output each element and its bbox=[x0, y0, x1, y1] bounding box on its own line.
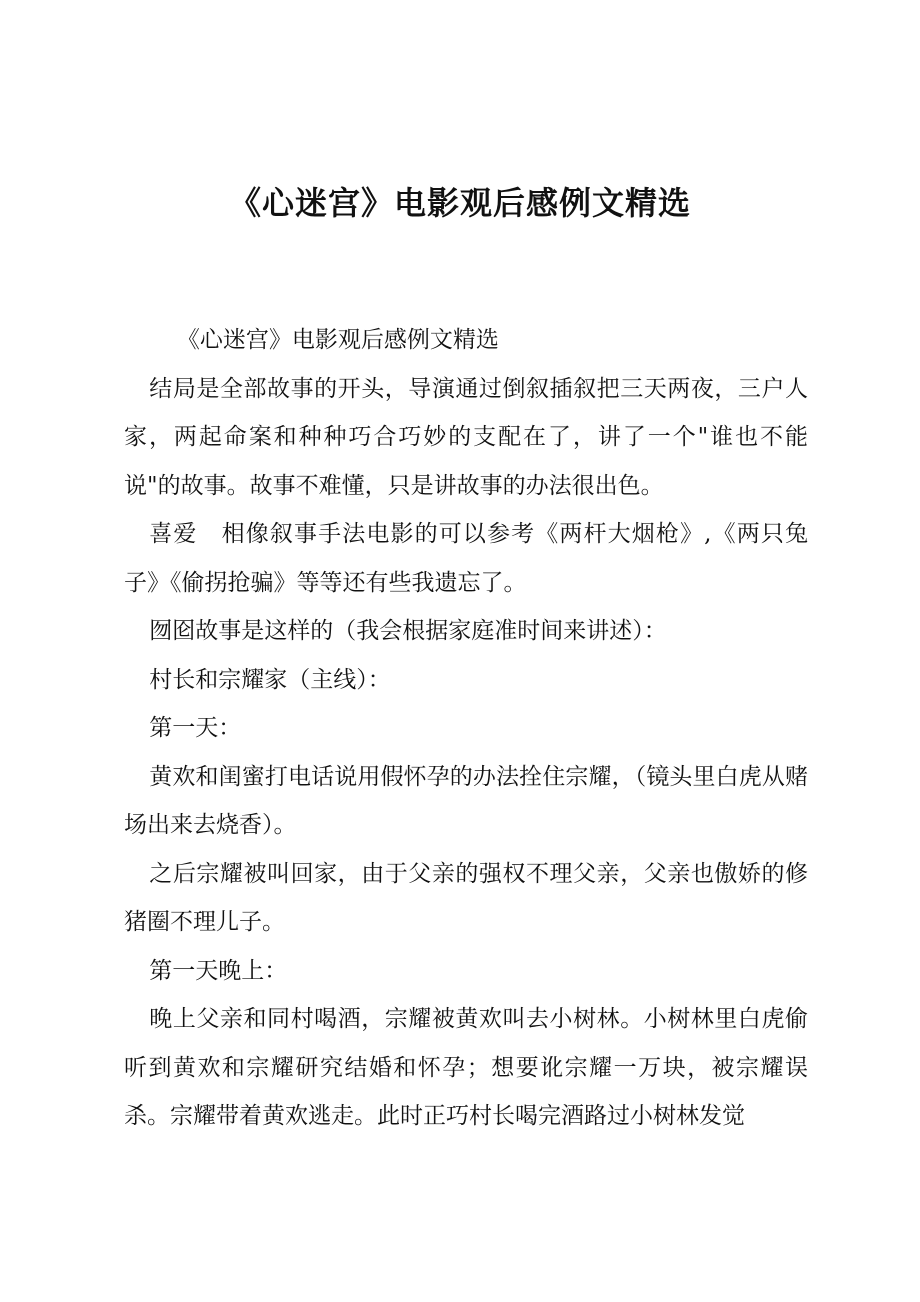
document-body bbox=[124, 316, 808, 1141]
paragraph: 之后宗耀被叫回家，由于父亲的强权不理父亲，父亲也傲娇的修猪圈不理儿子。 bbox=[124, 860, 808, 935]
paragraph: 第一天晚上： bbox=[149, 957, 288, 984]
paragraph: 喜爱 相像叙事手法电影的可以参考《两杆大烟枪》,《两只兔子》《偷拐抢骗》等等还有些我遗忘了。 bbox=[124, 521, 808, 596]
body-subtitle: 《心迷宫》电影观后感例文精选 bbox=[176, 327, 499, 353]
paragraph: 结局是全部故事的开头，导演通过倒叙插叙把三天两夜，三户人家，两起命案和种种巧合巧妙的支配在了，讲了一个"谁也不能说"的故事。故事不难懂，只是讲故事的办法很出色。 bbox=[124, 375, 808, 499]
paragraph: 囫囵故事是这样的（我会根据家庭准时间来讲述）： bbox=[149, 618, 667, 644]
document-title: 《心迷宫》电影观后感例文精选 bbox=[228, 184, 691, 222]
paragraph: 村长和宗耀家（主线）： bbox=[149, 666, 391, 693]
paragraph: 晚上父亲和同村喝酒，宗耀被黄欢叫去小树林。小树林里白虎偷听到黄欢和宗耀研究结婚和怀孕；想要讹宗耀一万块，被宗耀误杀。宗耀带着黄欢逃走。此时正巧村长喝完酒路过小树林发觉 bbox=[124, 1006, 808, 1129]
paragraph: 第一天： bbox=[149, 715, 242, 741]
paragraph: 黄欢和闺蜜打电话说用假怀孕的办法拴住宗耀，（镜头里白虎从赌场出来去烧香）。 bbox=[124, 763, 808, 838]
